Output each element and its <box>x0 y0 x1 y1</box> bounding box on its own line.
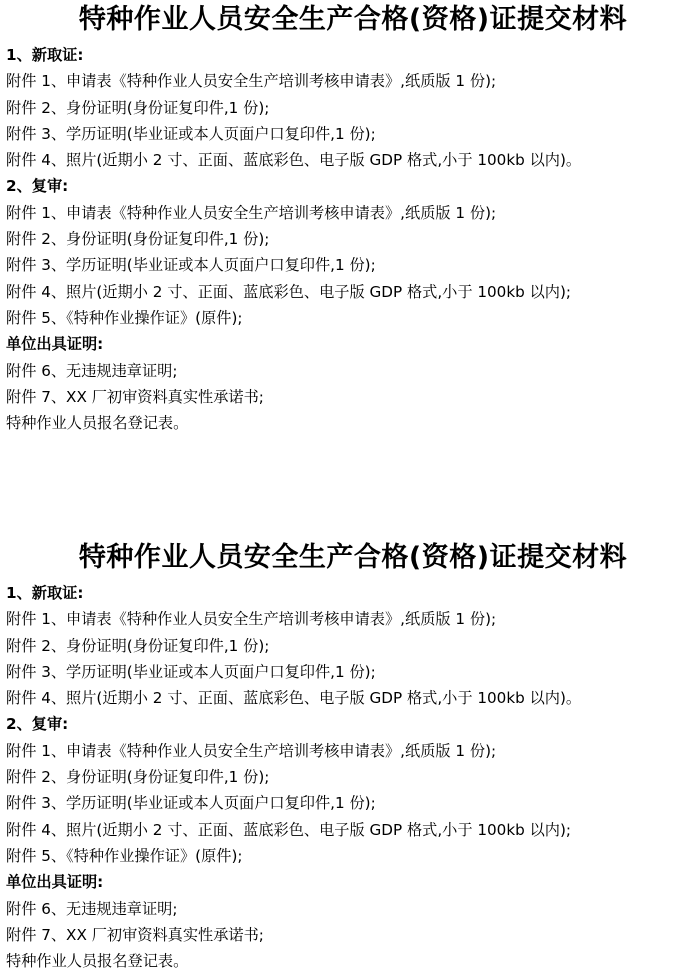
document-title: 特种作业人员安全生产合格(资格)证提交材料 <box>78 4 628 35</box>
attachment-line: 附件 3、学历证明(毕业证或本人页面户口复印件,1 份); <box>6 256 376 275</box>
registration-form-line: 特种作业人员报名登记表。 <box>6 414 189 433</box>
attachment-line: 附件 1、申请表《特种作业人员安全生产培训考核申请表》,纸质版 1 份); <box>6 72 497 91</box>
section-heading-review: 2、复审: <box>6 715 69 734</box>
materials-list <box>0 580 700 974</box>
section-heading-review: 2、复审: <box>6 177 69 196</box>
section-heading-unit-proof: 单位出具证明: <box>6 873 104 892</box>
attachment-line: 附件 7、XX 厂初审资料真实性承诺书; <box>6 387 264 406</box>
section-heading-unit-proof: 单位出具证明: <box>6 335 104 354</box>
registration-form-line: 特种作业人员报名登记表。 <box>6 952 189 971</box>
attachment-line: 附件 6、无违规违章证明; <box>6 361 178 380</box>
section-heading-new-certificate: 1、新取证: <box>6 46 84 64</box>
attachment-line: 附件 2、身份证明(身份证复印件,1 份); <box>6 768 270 787</box>
document-block-2 <box>0 538 700 974</box>
attachment-line: 附件 2、身份证明(身份证复印件,1 份); <box>6 636 270 655</box>
document-title: 特种作业人员安全生产合格(资格)证提交材料 <box>78 542 628 573</box>
materials-list <box>0 42 700 436</box>
attachment-line: 附件 5、《特种作业操作证》(原件); <box>6 846 243 865</box>
section-heading-new-certificate: 1、新取证: <box>6 584 84 602</box>
attachment-line: 附件 4、照片(近期小 2 寸、正面、蓝底彩色、电子版 GDP 格式,小于 100kb 以内)。 <box>6 151 582 170</box>
attachment-line: 附件 1、申请表《特种作业人员安全生产培训考核申请表》,纸质版 1 份); <box>6 203 497 222</box>
attachment-line: 附件 3、学历证明(毕业证或本人页面户口复印件,1 份); <box>6 794 376 813</box>
attachment-line: 附件 4、照片(近期小 2 寸、正面、蓝底彩色、电子版 GDP 格式,小于 100kb 以内); <box>6 820 572 839</box>
attachment-line: 附件 3、学历证明(毕业证或本人页面户口复印件,1 份); <box>6 124 376 143</box>
attachment-line: 附件 6、无违规违章证明; <box>6 899 178 918</box>
attachment-line: 附件 1、申请表《特种作业人员安全生产培训考核申请表》,纸质版 1 份); <box>6 610 497 629</box>
attachment-line: 附件 2、身份证明(身份证复印件,1 份); <box>6 98 270 117</box>
attachment-line: 附件 4、照片(近期小 2 寸、正面、蓝底彩色、电子版 GDP 格式,小于 100kb 以内); <box>6 282 572 301</box>
attachment-line: 附件 7、XX 厂初审资料真实性承诺书; <box>6 925 264 944</box>
attachment-line: 附件 5、《特种作业操作证》(原件); <box>6 308 243 327</box>
attachment-line: 附件 1、申请表《特种作业人员安全生产培训考核申请表》,纸质版 1 份); <box>6 741 497 760</box>
document-block-1 <box>0 0 700 436</box>
attachment-line: 附件 2、身份证明(身份证复印件,1 份); <box>6 230 270 249</box>
attachment-line: 附件 3、学历证明(毕业证或本人页面户口复印件,1 份); <box>6 662 376 681</box>
attachment-line: 附件 4、照片(近期小 2 寸、正面、蓝底彩色、电子版 GDP 格式,小于 100kb 以内)。 <box>6 689 582 708</box>
